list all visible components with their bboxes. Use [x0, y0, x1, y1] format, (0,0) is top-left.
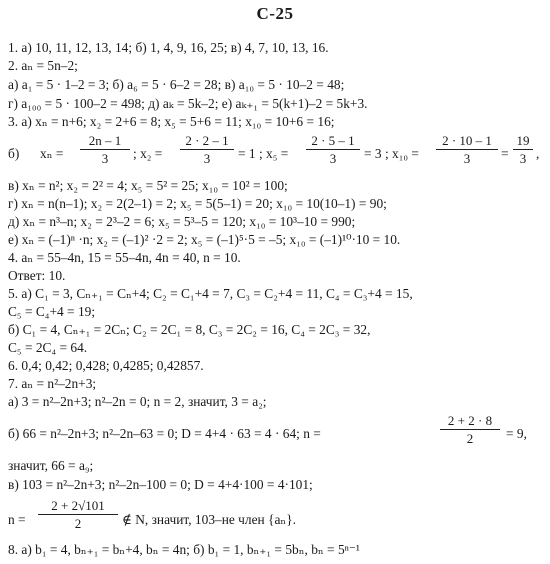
text-line: а) a₁ = 5 · 1–2 = 3; б) a₆ = 5 · 6–2 = 28; в) a₁₀ = 5 · 10–2 = 48;: [8, 77, 345, 92]
denominator: 3: [203, 151, 211, 166]
denominator: 2: [466, 431, 474, 446]
text-line: 7. aₙ = n²–2n+3;: [8, 376, 97, 391]
fraction-bar: [440, 429, 500, 430]
denominator: 3: [101, 151, 109, 166]
text-line: 2. aₙ = 5n–2;: [8, 58, 78, 73]
text-line: C₅ = C₄+4 = 19;: [8, 304, 96, 319]
denominator: 2: [74, 516, 82, 531]
numerator: 2 · 2 – 1: [185, 133, 229, 148]
label: =: [501, 146, 509, 161]
text-line: г) xₙ = n(n–1); x₂ = 2(2–1) = 2; x₅ = 5(5–1) = 20; x₁₀ = 10(10–1) = 90;: [8, 196, 387, 211]
text-line: Ответ: 10.: [8, 268, 66, 283]
text-line: значит, 66 = a₉;: [8, 458, 94, 473]
label: xₙ =: [40, 146, 64, 161]
text-line: 1. а) 10, 11, 12, 13, 14; б) 1, 4, 9, 16, 25; в) 4, 7, 10, 13, 16.: [8, 40, 329, 55]
denominator: 3: [463, 151, 471, 166]
label: ; x₂ =: [133, 146, 163, 161]
fraction-bar: [38, 514, 118, 515]
denominator: 3: [329, 151, 337, 166]
text-line: в) xₙ = n²; x₂ = 2² = 4; x₅ = 5² = 25; x₁₀ = 10² = 100;: [8, 178, 288, 193]
label: б) 66 = n²–2n+3; n²–2n–63 = 0; D = 4+4 · 63 = 4 · 64; n =: [8, 426, 321, 441]
page-title: С-25: [256, 4, 294, 23]
numerator: 2 · 10 – 1: [442, 133, 492, 148]
numerator: 2 + 2√101: [51, 498, 105, 513]
fraction-bar: [306, 149, 360, 150]
fraction-bar: [513, 149, 533, 150]
fraction: [80, 134, 130, 166]
text-line: C₅ = 2C₄ = 64.: [8, 340, 88, 355]
text-line: а) 3 = n²–2n+3; n²–2n = 0; n = 2, значит, 3 = a₂;: [8, 394, 267, 409]
label: ,: [536, 146, 540, 161]
label: ∉ N, значит, 103–не член {aₙ}.: [122, 512, 296, 527]
fraction: [306, 134, 360, 166]
label: б): [8, 146, 20, 161]
fraction: [38, 499, 118, 531]
text-line: д) xₙ = n³–n; x₂ = 2³–2 = 6; x₅ = 5³–5 = 120; x₁₀ = 10³–10 = 990;: [8, 214, 356, 229]
label: n =: [8, 512, 26, 527]
text-line: 8. а) b₁ = 4, bₙ₊₁ = bₙ+4, bₙ = 4n; б) b₁ = 1, bₙ₊₁ = 5bₙ, bₙ = 5ⁿ⁻¹: [8, 542, 360, 557]
text-line: в) 103 = n²–2n+3; n²–2n–100 = 0; D = 4+4·100 = 4·101;: [8, 477, 313, 492]
fraction-bar: [436, 149, 498, 150]
text-line: 3. а) xₙ = n+6; x₂ = 2+6 = 8; x₅ = 5+6 = 11; x₁₀ = 10+6 = 16;: [8, 114, 335, 129]
text-line: г) a₁₀₀ = 5 · 100–2 = 498; д) aₖ = 5k–2; е) aₖ₊₁ = 5(k+1)–2 = 5k+3.: [8, 96, 368, 111]
numerator: 2 + 2 · 8: [447, 413, 493, 428]
label: = 9,: [506, 426, 527, 441]
fraction: [180, 134, 234, 166]
label: = 3 ; x₁₀ =: [364, 146, 419, 161]
fraction: [436, 134, 498, 166]
fraction-bar: [80, 149, 130, 150]
numerator: 2 · 5 – 1: [311, 133, 355, 148]
fraction: [440, 414, 500, 446]
fraction-bar: [180, 149, 234, 150]
text-line: 5. а) C₁ = 3, Cₙ₊₁ = Cₙ+4; C₂ = C₁+4 = 7, C₃ = C₂+4 = 11, C₄ = C₃+4 = 15,: [8, 286, 413, 301]
denominator: 3: [519, 151, 527, 166]
text-line: б) C₁ = 4, Cₙ₊₁ = 2Cₙ; C₂ = 2C₁ = 8, C₃ = 2C₂ = 16, C₄ = 2C₃ = 32,: [8, 322, 371, 337]
text-line: 4. aₙ = 55–4n, 15 = 55–4n, 4n = 40, n = 10.: [8, 250, 241, 265]
text-line: 6. 0,4; 0,42; 0,428; 0,4285; 0,42857.: [8, 358, 204, 373]
numerator: 2n – 1: [88, 133, 122, 148]
label: = 1 ; x₅ =: [238, 146, 289, 161]
fraction: [513, 134, 533, 166]
text-line: е) xₙ = (–1)ⁿ ·n; x₂ = (–1)² ·2 = 2; x₅ = (–1)⁵·5 = –5; x₁₀ = (–1)¹⁰·10 = 10.: [8, 232, 401, 247]
numerator: 19: [516, 133, 530, 148]
